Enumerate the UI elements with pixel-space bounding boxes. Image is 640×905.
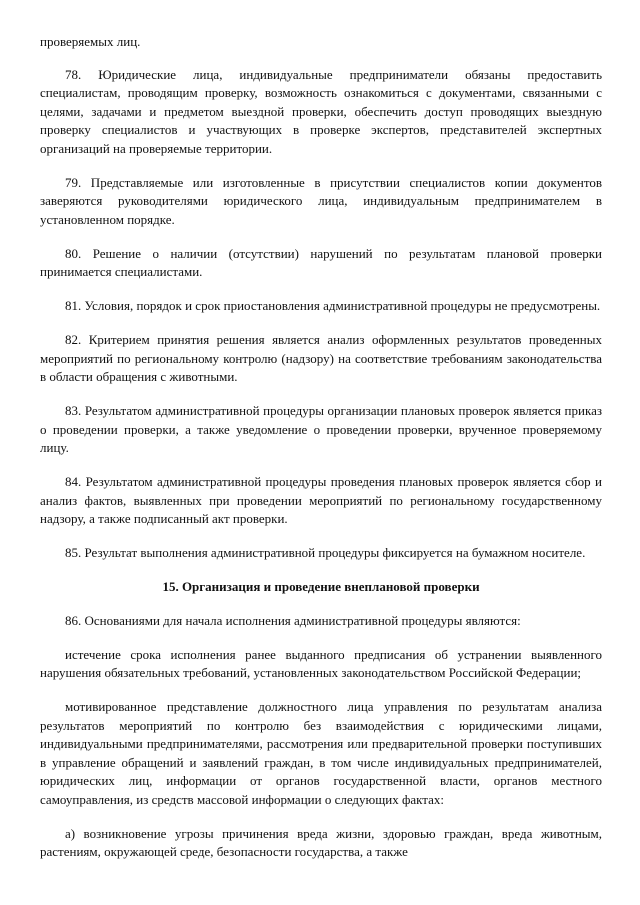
list-item-threat-of-harm: а) возникновение угрозы причинения вреда жизни, здоровью граждан, вреда животным, растениям, окружающей среде, безопасности государства, а также	[40, 825, 602, 859]
paragraph-78: 78. Юридические лица, индивидуальные предприниматели обязаны предоставить специалистам, проводящим проверку, возможность ознакомиться с документами, связанными с целями, задачами и предметом выездной проверки, обеспечить доступ проводящих выездную проверку специалистов и участвующих в проверке экспертов, представителей экспертных организаций на проверяемые территории.	[40, 66, 602, 156]
paragraph-79: 79. Представляемые или изготовленные в присутствии специалистов копии документов заверяются руководителями юридического лица, индивидуальным предпринимателем в установленном порядке.	[40, 174, 602, 227]
list-item-expired-order: истечение срока исполнения ранее выданного предписания об устранении выявленного нарушения обязательных требований, установленных законодательством Российской Федерации;	[40, 646, 602, 680]
paragraph-82: 82. Критерием принятия решения является анализ оформленных результатов проведенных мероприятий по региональному контролю (надзору) на соответствие требованиям законодательства в области обращения с животными.	[40, 332, 602, 384]
paragraph-83: 83. Результатом административной процедуры организации плановых проверок является приказ о проведении проверки, а также уведомление о проведении проверки, врученное проверяемому лицу.	[40, 403, 602, 455]
list-item-motivated-submission: мотивированное представление должностного лица управления по результатам анализа результатов мероприятий по контролю без взаимодействия с юридическими лицами, индивидуальными предпринимателями, рассмотрения или предварительной проверки поступивших в управление обращений и заявлений граждан, в том числе индивидуальных предпринимателей, юридических лиц, информации от органов государственной власти, органов местного самоуправления, из средств массовой информации о следующих фактах:	[40, 699, 602, 807]
paragraph-81: 81. Условия, порядок и срок приостановления административной процедуры не предусмотрены.	[65, 298, 601, 313]
paragraph-86: 86. Основаниями для начала исполнения административной процедуры являются:	[65, 612, 521, 628]
section-heading: 15. Организация и проведение внеплановой проверки	[162, 579, 480, 594]
paragraph-85: 85. Результат выполнения административной процедуры фиксируется на бумажном носителе.	[65, 545, 586, 560]
paragraph-80: 80. Решение о наличии (отсутствии) нарушений по результатам плановой проверки принимается специалистами.	[40, 245, 602, 279]
continuation-text: проверяемых лиц.	[40, 34, 141, 49]
paragraph-84: 84. Результатом административной процедуры проведения плановых проверок является сбор и анализ фактов, выявленных при проведении мероприятий по региональному государственному надзору, а также подписанный акт проверки.	[40, 474, 602, 526]
